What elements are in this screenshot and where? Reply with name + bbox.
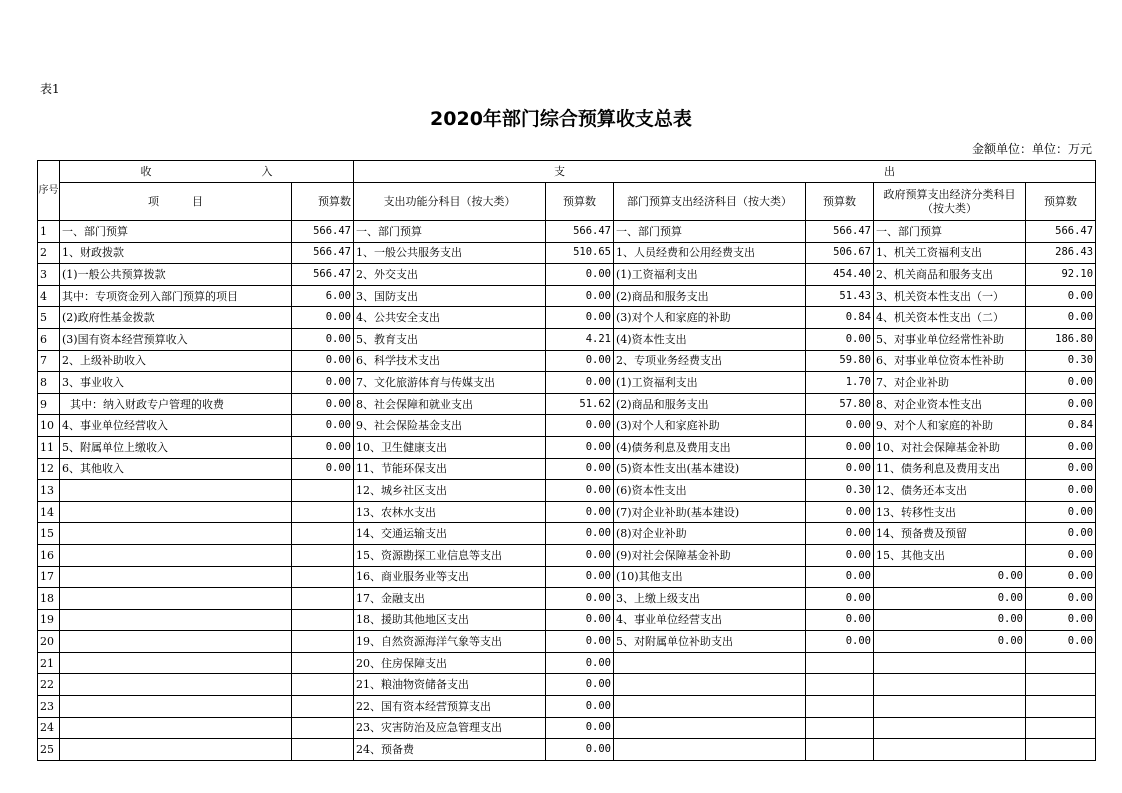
gov-item-cell — [874, 674, 1026, 696]
table-row — [38, 242, 1096, 264]
income-value-cell: 0.00 — [292, 350, 354, 372]
budget-header-2: 预算数 — [546, 183, 614, 221]
dept-item-cell: 5、对附属单位补助支出 — [614, 631, 806, 653]
func-value-cell: 0.00 — [546, 523, 614, 545]
dept-item-cell — [614, 739, 806, 761]
dept-item-cell: (1)工资福利支出 — [614, 264, 806, 286]
income-value-cell — [292, 739, 354, 761]
income-item-cell: 4、事业单位经营收入 — [60, 415, 292, 437]
seq-header: 序号 — [38, 161, 60, 221]
func-item-cell: 5、教育支出 — [354, 328, 546, 350]
gov-item-cell: 4、机关资本性支出（二） — [874, 307, 1026, 329]
func-item-cell: 18、援助其他地区支出 — [354, 609, 546, 631]
gov-item-cell — [874, 739, 1026, 761]
gov-value-cell: 0.00 — [1026, 393, 1096, 415]
income-value-cell — [292, 609, 354, 631]
income-item-cell — [60, 631, 292, 653]
seq-cell: 15 — [38, 523, 60, 545]
dept-item-cell: (10)其他支出 — [614, 566, 806, 588]
gov-value-cell: 0.00 — [1026, 609, 1096, 631]
gov-value-cell: 0.00 — [1026, 501, 1096, 523]
func-item-cell: 15、资源勘探工业信息等支出 — [354, 544, 546, 566]
dept-value-cell — [806, 739, 874, 761]
func-value-cell: 0.00 — [546, 588, 614, 610]
seq-cell: 18 — [38, 588, 60, 610]
func-value-cell: 0.00 — [546, 372, 614, 394]
dept-value-cell: 0.00 — [806, 523, 874, 545]
table-label: 表1 — [40, 82, 60, 96]
income-item-cell — [60, 652, 292, 674]
seq-cell: 25 — [38, 739, 60, 761]
func-value-cell: 0.00 — [546, 674, 614, 696]
income-value-cell: 566.47 — [292, 264, 354, 286]
dept-item-cell: (2)商品和服务支出 — [614, 285, 806, 307]
seq-cell: 21 — [38, 652, 60, 674]
table-row — [38, 696, 1096, 718]
dept-value-cell: 0.00 — [806, 436, 874, 458]
income-item-cell — [60, 674, 292, 696]
income-value-cell — [292, 631, 354, 653]
income-value-cell — [292, 544, 354, 566]
dept-value-cell: 0.00 — [806, 328, 874, 350]
func-item-cell: 23、灾害防治及应急管理支出 — [354, 717, 546, 739]
gov-item-cell: 15、其他支出 — [874, 544, 1026, 566]
seq-cell: 5 — [38, 307, 60, 329]
gov-value-cell — [1026, 739, 1096, 761]
gov-value-cell: 0.00 — [1026, 588, 1096, 610]
gov-value-cell: 286.43 — [1026, 242, 1096, 264]
dept-item-cell: (4)资本性支出 — [614, 328, 806, 350]
budget-table — [37, 160, 1096, 761]
dept-item-cell: 2、专项业务经费支出 — [614, 350, 806, 372]
seq-cell: 6 — [38, 328, 60, 350]
gov-value-cell: 0.00 — [1026, 285, 1096, 307]
income-item-cell — [60, 717, 292, 739]
dept-value-cell: 0.00 — [806, 544, 874, 566]
table-row — [38, 480, 1096, 502]
dept-value-cell: 51.43 — [806, 285, 874, 307]
income-value-cell: 0.00 — [292, 436, 354, 458]
income-item-cell — [60, 501, 292, 523]
income-item-cell: 5、附属单位上缴收入 — [60, 436, 292, 458]
gov-item-cell: 1、机关工资福利支出 — [874, 242, 1026, 264]
budget-header-1: 预算数 — [292, 183, 354, 221]
func-item-cell: 4、公共安全支出 — [354, 307, 546, 329]
func-value-cell: 510.65 — [546, 242, 614, 264]
dept-value-cell: 566.47 — [806, 221, 874, 243]
func-value-cell: 0.00 — [546, 264, 614, 286]
gov-item-cell: 12、债务还本支出 — [874, 480, 1026, 502]
seq-cell: 22 — [38, 674, 60, 696]
seq-cell: 11 — [38, 436, 60, 458]
income-value-cell — [292, 717, 354, 739]
income-item-cell — [60, 739, 292, 761]
func-item-cell: 11、节能环保支出 — [354, 458, 546, 480]
income-item-cell: 其中：纳入财政专户管理的收费 — [60, 393, 292, 415]
income-item-cell — [60, 544, 292, 566]
gov-value-cell: 0.00 — [1026, 480, 1096, 502]
table-row — [38, 350, 1096, 372]
func-item-cell: 24、预备费 — [354, 739, 546, 761]
seq-cell: 9 — [38, 393, 60, 415]
gov-item-cell: 0.00 — [874, 631, 1026, 653]
func-item-cell: 一、部门预算 — [354, 221, 546, 243]
income-item-cell: 2、上级补助收入 — [60, 350, 292, 372]
seq-cell: 3 — [38, 264, 60, 286]
table-row — [38, 674, 1096, 696]
func-item-cell: 6、科学技术支出 — [354, 350, 546, 372]
table-row — [38, 501, 1096, 523]
seq-cell: 16 — [38, 544, 60, 566]
gov-value-cell: 0.84 — [1026, 415, 1096, 437]
dept-item-cell — [614, 696, 806, 718]
dept-value-cell: 0.00 — [806, 458, 874, 480]
gov-value-cell — [1026, 652, 1096, 674]
gov-item-cell: 13、转移性支出 — [874, 501, 1026, 523]
func-value-cell: 0.00 — [546, 696, 614, 718]
income-value-cell — [292, 501, 354, 523]
func-item-cell: 17、金融支出 — [354, 588, 546, 610]
gov-value-cell — [1026, 674, 1096, 696]
table-row — [38, 393, 1096, 415]
gov-value-cell — [1026, 717, 1096, 739]
table-row — [38, 739, 1096, 761]
func-item-cell: 16、商业服务业等支出 — [354, 566, 546, 588]
seq-cell: 10 — [38, 415, 60, 437]
gov-item-cell: 14、预备费及预留 — [874, 523, 1026, 545]
dept-value-cell — [806, 696, 874, 718]
seq-cell: 7 — [38, 350, 60, 372]
gov-econ-header: 政府预算支出经济分类科目（按大类） — [874, 183, 1026, 221]
dept-item-cell: (2)商品和服务支出 — [614, 393, 806, 415]
dept-item-cell: 一、部门预算 — [614, 221, 806, 243]
income-value-cell — [292, 523, 354, 545]
dept-item-cell — [614, 674, 806, 696]
seq-cell: 20 — [38, 631, 60, 653]
dept-value-cell: 0.00 — [806, 501, 874, 523]
func-value-cell: 0.00 — [546, 285, 614, 307]
gov-value-cell — [1026, 696, 1096, 718]
func-item-cell: 7、文化旅游体育与传媒支出 — [354, 372, 546, 394]
table-row — [38, 523, 1096, 545]
seq-cell: 19 — [38, 609, 60, 631]
func-value-cell: 0.00 — [546, 436, 614, 458]
func-item-cell: 3、国防支出 — [354, 285, 546, 307]
table-row — [38, 544, 1096, 566]
dept-item-cell: 1、人员经费和公用经费支出 — [614, 242, 806, 264]
dept-item-cell: (4)债务利息及费用支出 — [614, 436, 806, 458]
table-row — [38, 652, 1096, 674]
budget-header-4: 预算数 — [1026, 183, 1096, 221]
func-item-cell: 14、交通运输支出 — [354, 523, 546, 545]
gov-item-cell — [874, 696, 1026, 718]
dept-item-cell: (8)对企业补助 — [614, 523, 806, 545]
income-item-cell: (1)一般公共预算拨款 — [60, 264, 292, 286]
page-title: 2020年部门综合预算收支总表 — [430, 108, 692, 130]
table-row — [38, 631, 1096, 653]
dept-item-cell: (7)对企业补助(基本建设) — [614, 501, 806, 523]
income-value-cell: 6.00 — [292, 285, 354, 307]
func-value-cell: 0.00 — [546, 458, 614, 480]
gov-item-cell: 3、机关资本性支出（一） — [874, 285, 1026, 307]
income-item-cell — [60, 609, 292, 631]
dept-value-cell: 0.00 — [806, 609, 874, 631]
dept-value-cell: 0.30 — [806, 480, 874, 502]
income-item-cell: 1、财政拨款 — [60, 242, 292, 264]
item-header: 项 目 — [60, 183, 292, 221]
unit-label: 金额单位：单位：万元 — [971, 142, 1092, 156]
dept-value-cell: 59.80 — [806, 350, 874, 372]
dept-value-cell — [806, 717, 874, 739]
gov-item-cell: 一、部门预算 — [874, 221, 1026, 243]
gov-value-cell: 566.47 — [1026, 221, 1096, 243]
dept-value-cell: 0.00 — [806, 415, 874, 437]
table-row — [38, 717, 1096, 739]
seq-cell: 8 — [38, 372, 60, 394]
seq-cell: 14 — [38, 501, 60, 523]
seq-cell: 23 — [38, 696, 60, 718]
dept-item-cell: (9)对社会保障基金补助 — [614, 544, 806, 566]
func-value-cell: 0.00 — [546, 739, 614, 761]
func-value-cell: 0.00 — [546, 609, 614, 631]
dept-item-cell: (3)对个人和家庭补助 — [614, 415, 806, 437]
func-item-cell: 13、农林水支出 — [354, 501, 546, 523]
income-value-cell — [292, 674, 354, 696]
income-item-cell — [60, 588, 292, 610]
income-item-cell: 6、其他收入 — [60, 458, 292, 480]
income-value-cell — [292, 588, 354, 610]
gov-value-cell: 0.00 — [1026, 566, 1096, 588]
income-value-cell — [292, 652, 354, 674]
income-value-cell — [292, 696, 354, 718]
dept-value-cell: 0.00 — [806, 566, 874, 588]
income-item-cell: 其中：专项资金列入部门预算的项目 — [60, 285, 292, 307]
seq-cell: 13 — [38, 480, 60, 502]
dept-value-cell: 0.00 — [806, 631, 874, 653]
func-value-cell: 0.00 — [546, 652, 614, 674]
gov-item-cell: 6、对事业单位资本性补助 — [874, 350, 1026, 372]
seq-cell: 1 — [38, 221, 60, 243]
income-value-cell: 566.47 — [292, 242, 354, 264]
table-row — [38, 415, 1096, 437]
dept-item-cell: (1)工资福利支出 — [614, 372, 806, 394]
gov-item-cell: 0.00 — [874, 566, 1026, 588]
dept-item-cell — [614, 717, 806, 739]
income-value-cell: 0.00 — [292, 393, 354, 415]
func-item-cell: 8、社会保障和就业支出 — [354, 393, 546, 415]
func-item-cell: 10、卫生健康支出 — [354, 436, 546, 458]
gov-value-cell: 0.00 — [1026, 436, 1096, 458]
gov-value-cell: 0.00 — [1026, 458, 1096, 480]
dept-value-cell — [806, 674, 874, 696]
gov-item-cell: 11、债务利息及费用支出 — [874, 458, 1026, 480]
func-value-cell: 0.00 — [546, 350, 614, 372]
table-row — [38, 436, 1096, 458]
dept-item-cell: (5)资本性支出(基本建设) — [614, 458, 806, 480]
func-value-cell: 0.00 — [546, 501, 614, 523]
func-item-cell: 12、城乡社区支出 — [354, 480, 546, 502]
func-item-cell: 2、外交支出 — [354, 264, 546, 286]
func-value-cell: 4.21 — [546, 328, 614, 350]
income-value-cell: 0.00 — [292, 307, 354, 329]
gov-item-cell: 8、对企业资本性支出 — [874, 393, 1026, 415]
func-item-cell: 1、一般公共服务支出 — [354, 242, 546, 264]
func-header: 支出功能分科目（按大类） — [354, 183, 546, 221]
seq-cell: 2 — [38, 242, 60, 264]
gov-value-cell: 92.10 — [1026, 264, 1096, 286]
func-value-cell: 0.00 — [546, 631, 614, 653]
dept-item-cell: 4、事业单位经营支出 — [614, 609, 806, 631]
func-value-cell: 0.00 — [546, 544, 614, 566]
gov-value-cell: 0.00 — [1026, 307, 1096, 329]
dept-item-cell: 3、上缴上级支出 — [614, 588, 806, 610]
table-row — [38, 458, 1096, 480]
income-item-cell: 一、部门预算 — [60, 221, 292, 243]
income-item-cell — [60, 523, 292, 545]
func-item-cell: 9、社会保险基金支出 — [354, 415, 546, 437]
seq-cell: 12 — [38, 458, 60, 480]
dept-item-cell: (6)资本性支出 — [614, 480, 806, 502]
dept-value-cell: 57.80 — [806, 393, 874, 415]
table-row — [38, 307, 1096, 329]
gov-item-cell: 5、对事业单位经常性补助 — [874, 328, 1026, 350]
income-value-cell: 0.00 — [292, 372, 354, 394]
table-row — [38, 372, 1096, 394]
seq-cell: 17 — [38, 566, 60, 588]
gov-value-cell: 0.00 — [1026, 523, 1096, 545]
gov-item-cell — [874, 717, 1026, 739]
income-item-cell: (2)政府性基金拨款 — [60, 307, 292, 329]
dept-value-cell: 0.84 — [806, 307, 874, 329]
gov-value-cell: 186.80 — [1026, 328, 1096, 350]
income-value-cell: 0.00 — [292, 415, 354, 437]
func-item-cell: 20、住房保障支出 — [354, 652, 546, 674]
dept-value-cell: 506.67 — [806, 242, 874, 264]
func-item-cell: 21、粮油物资储备支出 — [354, 674, 546, 696]
income-value-cell: 0.00 — [292, 458, 354, 480]
gov-value-cell: 0.30 — [1026, 350, 1096, 372]
table-row — [38, 609, 1096, 631]
table-row — [38, 328, 1096, 350]
func-value-cell: 0.00 — [546, 307, 614, 329]
income-item-cell — [60, 480, 292, 502]
func-value-cell: 0.00 — [546, 566, 614, 588]
func-value-cell: 0.00 — [546, 717, 614, 739]
gov-item-cell: 2、机关商品和服务支出 — [874, 264, 1026, 286]
func-value-cell: 51.62 — [546, 393, 614, 415]
func-value-cell: 0.00 — [546, 415, 614, 437]
func-item-cell: 19、自然资源海洋气象等支出 — [354, 631, 546, 653]
table-row — [38, 566, 1096, 588]
gov-value-cell: 0.00 — [1026, 372, 1096, 394]
income-value-cell: 0.00 — [292, 328, 354, 350]
seq-cell: 24 — [38, 717, 60, 739]
expense-header: 支 出 — [354, 161, 1096, 183]
income-value-cell — [292, 566, 354, 588]
income-item-cell — [60, 696, 292, 718]
income-value-cell: 566.47 — [292, 221, 354, 243]
dept-item-cell: (3)对个人和家庭的补助 — [614, 307, 806, 329]
dept-value-cell: 0.00 — [806, 588, 874, 610]
dept-value-cell — [806, 652, 874, 674]
dept-value-cell: 1.70 — [806, 372, 874, 394]
gov-value-cell: 0.00 — [1026, 544, 1096, 566]
func-value-cell: 0.00 — [546, 480, 614, 502]
gov-item-cell: 10、对社会保障基金补助 — [874, 436, 1026, 458]
table-row — [38, 588, 1096, 610]
gov-value-cell: 0.00 — [1026, 631, 1096, 653]
income-item-cell — [60, 566, 292, 588]
seq-cell: 4 — [38, 285, 60, 307]
func-item-cell: 22、国有资本经营预算支出 — [354, 696, 546, 718]
table-row — [38, 221, 1096, 243]
gov-item-cell — [874, 652, 1026, 674]
dept-econ-header: 部门预算支出经济科目（按大类） — [614, 183, 806, 221]
gov-item-cell: 0.00 — [874, 609, 1026, 631]
gov-item-cell: 0.00 — [874, 588, 1026, 610]
income-item-cell: (3)国有资本经营预算收入 — [60, 328, 292, 350]
gov-item-cell: 7、对企业补助 — [874, 372, 1026, 394]
budget-header-3: 预算数 — [806, 183, 874, 221]
dept-item-cell — [614, 652, 806, 674]
income-value-cell — [292, 480, 354, 502]
dept-value-cell: 454.40 — [806, 264, 874, 286]
func-value-cell: 566.47 — [546, 221, 614, 243]
table-row — [38, 264, 1096, 286]
income-item-cell: 3、事业收入 — [60, 372, 292, 394]
table-row — [38, 285, 1096, 307]
income-header: 收 入 — [60, 161, 354, 183]
gov-item-cell: 9、对个人和家庭的补助 — [874, 415, 1026, 437]
